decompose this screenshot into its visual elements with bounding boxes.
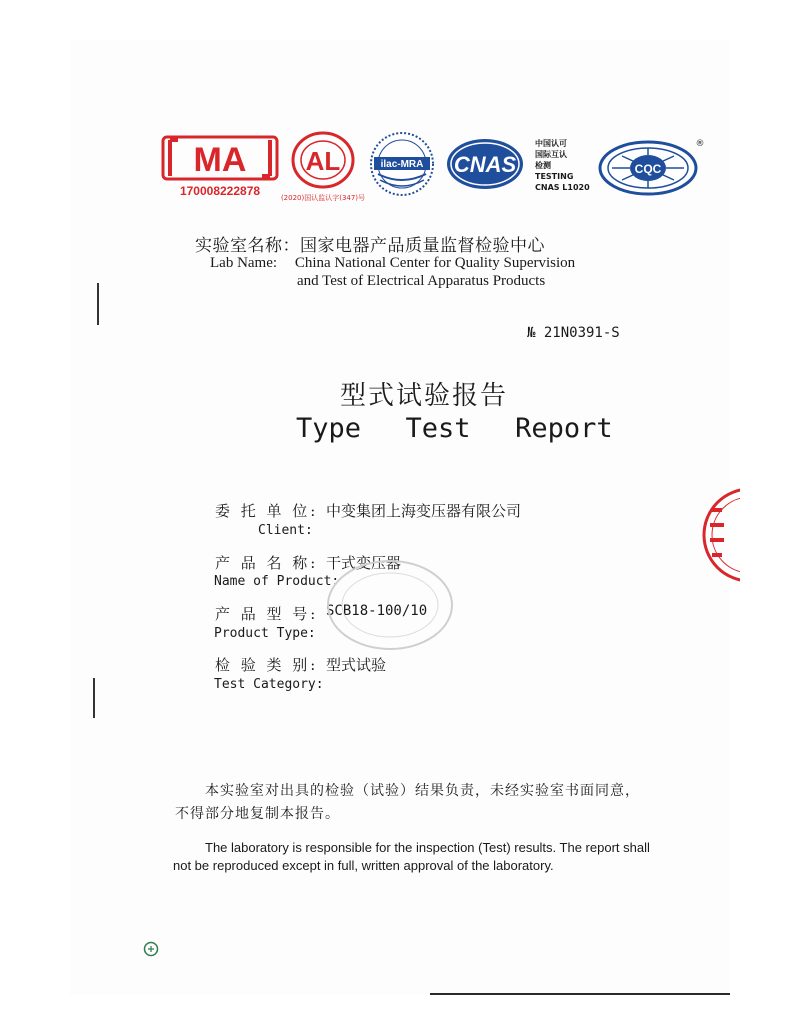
cnas-side-text bbox=[535, 138, 597, 193]
product-type-value: SCB18-100/10 bbox=[326, 603, 428, 619]
product-name-label-cn: 产 品 名 称: bbox=[215, 554, 319, 572]
client-value: 中变集团上海变压器有限公司 bbox=[326, 502, 522, 520]
cma-logo-text: MA bbox=[193, 141, 247, 179]
cal-caption: (2020)国认监认字(347)号 bbox=[280, 194, 366, 202]
product-type-label-en: Product Type: bbox=[214, 626, 316, 641]
cnas-side-line: TESTING bbox=[535, 172, 574, 181]
binding-mark bbox=[97, 283, 99, 325]
lab-name-en-line2: and Test of Electrical Apparatus Products bbox=[297, 273, 546, 289]
product-type-label-cn: 产 品 型 号: bbox=[215, 605, 319, 623]
notice-en-line2: not be reproduced except in full, written approval of the laboratory. bbox=[173, 858, 554, 873]
registered-mark: ® bbox=[695, 139, 705, 149]
red-seal-stamp bbox=[700, 480, 740, 590]
cnas-side-line: 国际互认 bbox=[535, 150, 567, 159]
small-circle-mark-icon bbox=[143, 941, 159, 957]
cal-logo bbox=[278, 130, 368, 206]
client-label-en: Client: bbox=[258, 523, 313, 538]
cma-logo bbox=[160, 132, 280, 200]
cqc-logo bbox=[596, 134, 708, 198]
client-label-cn: 委 托 单 位: bbox=[215, 502, 319, 520]
cqc-logo-text: CQC bbox=[634, 162, 662, 176]
product-name-value: 干式变压器 bbox=[326, 554, 402, 572]
notice-cn-line2: 不得部分地复制本报告。 bbox=[175, 806, 340, 822]
notice-cn-line1: 本实验室对出具的检验（试验）结果负责，未经实验室书面同意， bbox=[205, 783, 640, 799]
product-name-label-en: Name of Product: bbox=[214, 574, 340, 589]
bottom-rule bbox=[430, 993, 730, 995]
ilac-mra-logo bbox=[368, 130, 436, 198]
notice-en-line1: The laboratory is responsible for the inspection (Test) results. The report shall bbox=[205, 840, 650, 855]
report-title-en: Type Test Report bbox=[296, 413, 613, 444]
cnas-side-line: CNAS L1020 bbox=[535, 183, 590, 192]
cnas-logo bbox=[443, 136, 533, 192]
cnas-side-line: 检测 bbox=[535, 161, 551, 170]
report-title-cn: 型式试验报告 bbox=[340, 381, 509, 411]
cnas-side-line: 中国认可 bbox=[535, 139, 567, 148]
binding-mark bbox=[93, 678, 95, 718]
cal-logo-text: AL bbox=[305, 146, 341, 176]
lab-name-en-text: China National Center for Quality Supervision bbox=[294, 255, 576, 271]
faint-stamp bbox=[320, 555, 460, 655]
test-category-value: 型式试验 bbox=[326, 656, 387, 674]
test-category-label-cn: 检 验 类 别: bbox=[215, 656, 319, 674]
cnas-logo-text: CNAS bbox=[453, 152, 517, 177]
lab-name-cn: 实验室名称：国家电器产品质量监督检验中心 bbox=[195, 236, 545, 256]
ilac-logo-text: ilac-MRA bbox=[380, 159, 424, 170]
lab-name-en-label: Lab Name: bbox=[210, 255, 278, 271]
lab-name-en-line1 bbox=[210, 255, 575, 272]
cma-number: 170008222878 bbox=[179, 184, 261, 198]
test-category-label-en: Test Category: bbox=[214, 677, 324, 692]
report-number: № 21N0391-S bbox=[527, 325, 620, 341]
